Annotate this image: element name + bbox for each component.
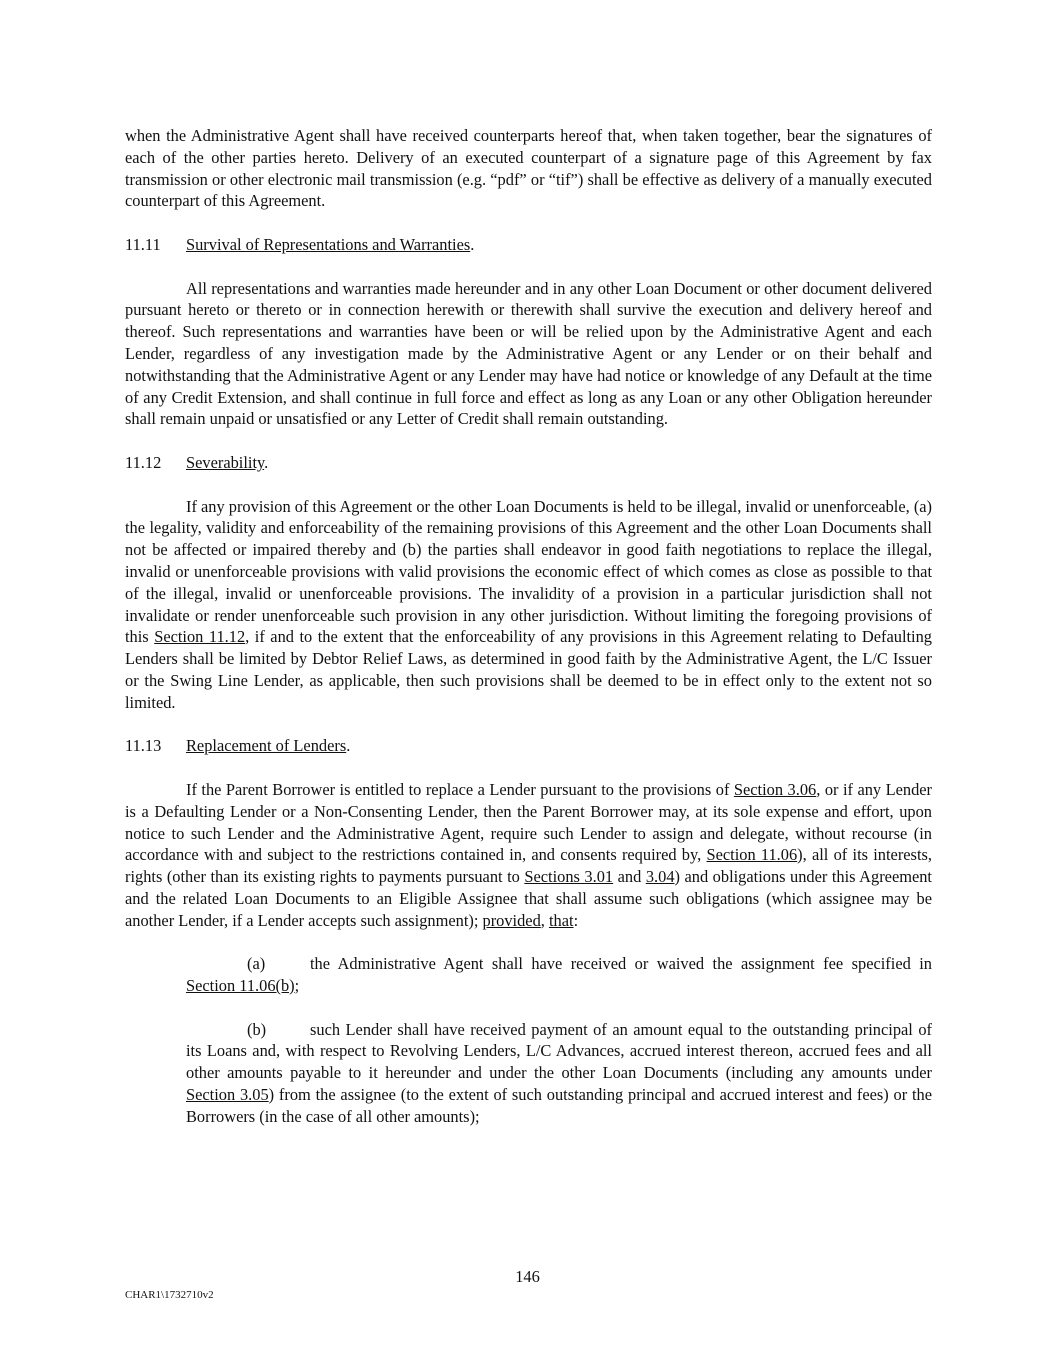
clause-text: ) from the assignee (to the extent of such outstanding principal and accrued interest and fees) or the Borrowers (in the case of all other amounts); [186,1085,932,1126]
section-reference: Sections 3.01 [524,867,614,887]
section-11-12-body [125,496,932,714]
clause-text: the Administrative Agent shall have received or waived the assignment fee specified in [310,954,932,974]
document-id: CHAR1\1732710v2 [125,1289,214,1301]
intro-paragraph: when the Administrative Agent shall have received counterparts hereof that, when taken together, bear the signatures of each of the other parties hereto. Delivery of an executed counterpart of a signature page of this Agreement by fax transmission or other electronic mail transmission (e.g. “pdf” or “tif”) shall be effective as delivery of a manually executed counterpart of this Agreement. [125,126,932,211]
body-text: , if and to the extent that the enforceability of any provisions in this Agreement relating to Defaulting Lenders shall be limited by Debtor Relief Laws, as determined in good faith by the Administrative Agent, the L/C Issuer or the Swing Line Lender, as applicable, then such provisions shall be deemed to be in effect only to the extent not so limited. [125,627,932,712]
clause-text: ; [294,976,300,996]
section-11-11-heading: 11.11 Survival of Representations and Warranties. [125,234,475,254]
section-reference: Section 11.12 [154,627,246,647]
defined-term: that [548,910,574,930]
body-text: , [540,910,549,930]
section-reference: 3.04 [645,867,675,887]
document-body [125,125,932,1128]
clause-text: such Lender shall have received payment of an amount equal to the outstanding principal of its Loans and, with respect to Revolving Lenders, L/C Advances, accrued interest thereon, accrued fees and all other amounts payable to it hereunder and under the other Loan Documents (including any amounts under [186,1019,932,1083]
section-11-13-body [125,779,932,932]
section-title: Severability [186,452,265,472]
section-title: Survival of Representations and Warranties [186,234,471,254]
clause-b [186,1019,932,1128]
body-text: ) and obligations under this Agreement and the related Loan Documents to an Eligible Assignee that shall assume such obligations (which assignee may be another Lender, if a Lender accepts such assignment); [125,867,932,930]
body-text: ), all of its interests, rights (other than its existing rights to payments pursuant to [125,845,932,887]
section-number: 11.12 [125,452,162,472]
section-11-11-body: All representations and warranties made hereunder and in any other Loan Document or other document delivered pursuant hereto or thereto or in connection herewith or therewith shall survive the execution and delivery hereof and thereof. Such representations and warranties have been or will be relied upon by the Administrative Agent and each Lender, regardless of any investigation made by the Administrative Agent or any Lender or on their behalf and notwithstanding that the Administrative Agent or any Lender may have had notice or knowledge of any Default at the time of any Credit Extension, and shall continue in full force and effect as long as any Loan or any other Obligation hereunder shall remain unpaid or unsatisfied or any Letter of Credit shall remain outstanding. [125,278,932,429]
clause-label: (b) [247,1019,267,1039]
defined-term: provided [482,910,541,930]
body-text: and [613,867,646,887]
section-number: 11.11 [125,234,161,254]
body-text: If the Parent Borrower is entitled to replace a Lender pursuant to the provisions of [186,779,734,799]
page-number: 146 [515,1267,540,1286]
section-title: Replacement of Lenders [186,736,347,756]
section-reference: Section 3.05 [186,1085,269,1105]
clause-label: (a) [247,954,266,974]
section-reference: Section 11.06 [706,845,798,865]
body-text: , or if any Lender is a Defaulting Lender or a Non-Consenting Lender, then the Parent Borrower may, at its sole expense and effort, upon notice to such Lender and the Administrative Agent, require such Lender to assign and delegate, without recourse (in accordance with and subject to the restrictions contained in, and consents required by, [125,779,933,865]
body-text: If any provision of this Agreement or the other Loan Documents is held to be illegal, invalid or unenforceable, (a) the legality, validity and enforceability of the remaining provisions of this Agreement and the other Loan Documents shall not be affected or impaired thereby and (b) the parties shall endeavor in good faith negotiations to replace the illegal, invalid or unenforceable provisions with valid provisions the economic effect of which comes as close as possible to that of the illegal, invalid or unenforceable provisions. The invalidity of a provision in a particular jurisdiction shall not invalidate or render unenforceable such provision in any other jurisdiction. Without limiting the foregoing provisions of this [125,496,933,647]
section-11-13-heading: 11.13 Replacement of Lenders. [125,736,351,756]
body-text: : [573,910,579,930]
section-11-12-heading: 11.12 Severability. [125,452,269,472]
section-reference: Section 11.06(b) [186,976,295,996]
section-number: 11.13 [125,736,162,756]
section-reference: Section 3.06 [733,779,817,799]
clause-a [186,953,932,997]
